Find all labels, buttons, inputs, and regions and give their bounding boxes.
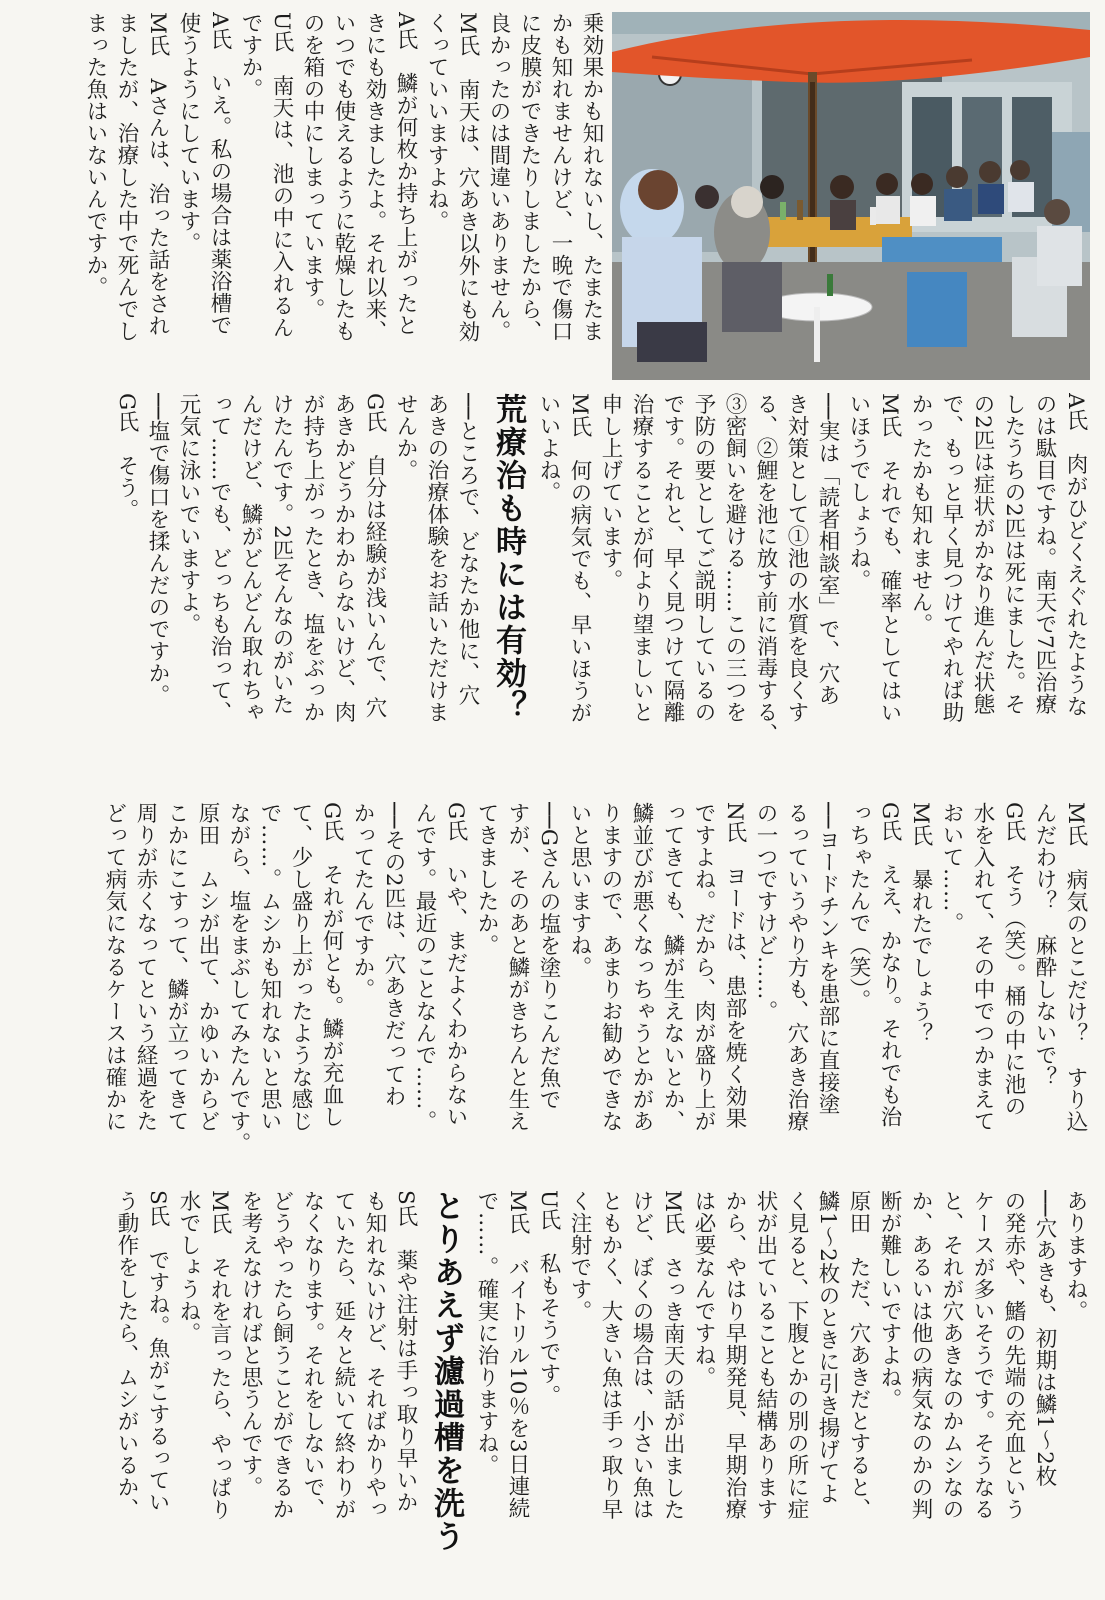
text-column: いと思いますね。 [567, 802, 592, 978]
text-column: M氏 さっき南天の話が出ました [660, 1190, 685, 1521]
text-column: したうちの2匹は死にました。そ [1001, 393, 1026, 716]
text-column: せんか。 [393, 393, 418, 481]
text-column: どうやったら飼うことができるか [269, 1190, 294, 1520]
text-column: ていたら、延々と続いて終わりが [331, 1190, 356, 1520]
text-column: のは駄目ですね。南天で7匹治療 [1032, 393, 1057, 716]
text-column: おいて……。 [939, 802, 964, 934]
text-column: ──塩で傷口を揉んだのですか。 [145, 393, 170, 706]
text-column: M氏 南天は、穴あき以外にも効 [455, 12, 480, 343]
text-column: 使うようにしています。 [176, 12, 201, 254]
text-column: S氏 ですね。魚がこするってい [145, 1190, 170, 1514]
text-column: どって病気になるケースは確かに [102, 802, 127, 1132]
text-column: です。それと、早く見つけて隔離 [660, 393, 685, 723]
text-column: いいよね。 [536, 393, 561, 503]
text-column: A氏 鱗が何枚か持ち上がったと [393, 12, 418, 337]
text-column: ──Gさんの塩を塗りこんだ魚で [536, 802, 561, 1111]
text-column: 断が難しいですよね。 [877, 1190, 902, 1410]
text-column: 周りが赤くなってという経過をた [133, 802, 158, 1132]
text-column: まった魚はいないんですか。 [83, 12, 108, 298]
text-column: こかにこすって、鱗が立ってきて [164, 802, 189, 1132]
section-heading: とりあえず濾過槽を洗う [428, 1190, 464, 1553]
text-column: る、②鯉を池に放す前に消毒する、 [753, 393, 778, 745]
text-column: は必要なんですね。 [691, 1190, 716, 1388]
text-column: ありますね。 [1063, 1190, 1088, 1322]
text-column: るっていうやり方も、穴あき治療 [784, 802, 809, 1132]
text-column: G氏 いや、まだよくわからない [443, 802, 468, 1128]
text-column: G氏 そう。 [114, 393, 139, 521]
tier-2 [0, 393, 1105, 785]
text-column: M氏 病気のとこだけ？ すり込 [1063, 802, 1088, 1133]
tier-4-columns [111, 1190, 1091, 1585]
text-column: んだけど、鱗がどんどん取れちゃ [238, 393, 263, 723]
text-column: G氏 それが何とも。鱗が充血し [319, 802, 344, 1128]
text-column: M氏 それでも、確率としてはい [877, 393, 902, 724]
text-column: すが、そのあと鱗がきちんと生え [505, 802, 530, 1132]
tier-3-columns [99, 802, 1091, 1177]
text-column: 状が出ていることも結構あります [753, 1190, 778, 1520]
text-column: 鱗1～2枚のときに引き揚げてよ [815, 1190, 840, 1505]
text-column: く注射です。 [567, 1190, 592, 1322]
text-column: S氏 薬や注射は手っ取り早いか [393, 1190, 418, 1514]
text-column: U氏 私もそうです。 [536, 1190, 561, 1407]
text-column: と、それが穴あきなのかムシなの [939, 1190, 964, 1520]
text-column: 元気に泳いでいますよ。 [176, 393, 201, 635]
text-column: で、もっと早く見つけてやれば助 [939, 393, 964, 723]
text-column: 申し上げています。 [598, 393, 623, 591]
text-column: ましたが、治療した中で死んでし [114, 12, 139, 342]
text-column: いつでも使えるように乾燥したも [331, 12, 356, 342]
text-column: ──ところで、どなたか他に、穴 [455, 393, 480, 706]
text-column: ですか。 [238, 12, 263, 100]
text-column: 良かったのは間違いありません。 [486, 12, 511, 342]
text-column: かったかも知れません。 [908, 393, 933, 635]
text-column: 鱗並びが悪くなっちゃうとかがあ [629, 802, 654, 1132]
text-column: ③密飼いを避ける……この三つを [722, 393, 747, 723]
text-column: G氏 そう（笑）。桶の中に池の [1001, 802, 1026, 1117]
text-column: 予防の要としてご説明しているの [691, 393, 716, 723]
text-column: かってたんですか。 [350, 802, 375, 1000]
text-column: A氏 肉がひどくえぐれたような [1063, 393, 1088, 718]
tier-3 [0, 802, 1105, 1180]
text-column: き対策として①池の水質を良くす [784, 393, 809, 723]
text-column: から、やはり早期発見、早期治療 [722, 1190, 747, 1520]
text-column: 水を入れて、その中でつかまえて [970, 802, 995, 1132]
discussion-photo [612, 12, 1090, 380]
text-column: なくなります。それをしないで、 [300, 1190, 325, 1520]
text-column: きにも効きましたよ。それ以来、 [362, 12, 387, 342]
tier-4 [0, 1190, 1105, 1592]
text-column: ──穴あきも、初期は鱗1～2枚 [1032, 1190, 1057, 1488]
text-column: N氏 ヨードは、患部を焼く効果 [722, 802, 747, 1130]
text-column: G氏 ええ、かなり。それでも治 [877, 802, 902, 1128]
text-column: M氏 Aさんは、治った話をされ [145, 12, 170, 337]
text-column: ──実は「読者相談室」で、穴あ [815, 393, 840, 706]
text-column: のを箱の中にしまっています。 [300, 12, 325, 320]
text-column: りますので、あまりお勧めできな [598, 802, 623, 1132]
text-column: で……。ムシかも知れないと思い [257, 802, 282, 1132]
text-column: ってきても、鱗が生えないとか、 [660, 802, 685, 1132]
text-column: の一つですけど……。 [753, 802, 778, 1022]
text-column: M氏 それを言ったら、やっぱり [207, 1190, 232, 1521]
text-column: 原田 ただ、穴あきだとすると、 [846, 1190, 871, 1520]
text-column: けたんです。2匹そんなのがいた [269, 393, 294, 716]
text-column: って……でも、どっちも治って、 [207, 393, 232, 723]
text-column: が持ち上がったとき、塩をぶっか [300, 393, 325, 723]
text-column: ──ヨードチンキを患部に直接塗 [815, 802, 840, 1115]
text-column: か、あるいは他の病気なのかの判 [908, 1190, 933, 1520]
text-column: くっていいますよね。 [424, 12, 449, 232]
text-column: てきましたか。 [474, 802, 499, 956]
text-column: ケースが多いそうです。そうなる [970, 1190, 995, 1520]
text-column: ──その2匹は、穴あきだってわ [381, 802, 406, 1108]
tier-2-columns [111, 393, 1091, 773]
text-column: いほうでしょうね。 [846, 393, 871, 591]
text-column: の2匹は症状がかなり進んだ状態 [970, 393, 995, 716]
text-column: M氏 何の病気でも、早いほうが [567, 393, 592, 724]
text-column: ですよね。だから、肉が盛り上が [691, 802, 716, 1132]
text-column: かも知れませんけど、一晩で傷口 [548, 12, 573, 342]
text-column: けど、ぼくの場合は、小さい魚は [629, 1190, 654, 1520]
text-column: に皮膜ができたりしましたから、 [517, 12, 542, 342]
text-column: っちゃたんで（笑）。 [846, 802, 871, 1012]
text-column: 水でしょうね。 [176, 1190, 201, 1344]
text-column: んだわけ？ 麻酔しないで？ [1032, 802, 1057, 1088]
tier-1-columns [80, 12, 607, 384]
text-column: く見ると、下腹とかの別の所に症 [784, 1190, 809, 1520]
outdoor-meeting-photo [612, 12, 1090, 380]
text-column: 原田 ムシが出て、かゆいからど [195, 802, 220, 1132]
text-column: G氏 自分は経験が浅いんで、穴 [362, 393, 387, 719]
text-column: あきの治療体験をお話いただけま [424, 393, 449, 723]
text-column: う動作をしたら、ムシがいるか、 [114, 1190, 139, 1520]
text-column: ともかく、大きい魚は手っ取り早 [598, 1190, 623, 1520]
text-column: んです。最近のことなんで……。 [412, 802, 437, 1132]
text-column: て、少し盛り上がったような感じ [288, 802, 313, 1132]
text-column: M氏 バイトリル10％を3日連続 [505, 1190, 530, 1520]
text-column: で……。確実に治りますね。 [474, 1190, 499, 1476]
text-column: A氏 いえ。私の場合は薬浴槽で [207, 12, 232, 337]
text-column: を考えなければと思うんです。 [238, 1190, 263, 1498]
text-column: 乗効果かも知れないし、たまたま [579, 12, 604, 342]
text-column: U氏 南天は、池の中に入れるん [269, 12, 294, 339]
text-column: の発赤や、鰭の先端の充血という [1001, 1190, 1026, 1520]
section-heading: 荒療治も時には有効？ [490, 393, 526, 723]
text-column: M氏 暴れたでしょう？ [908, 802, 933, 1045]
text-column: も知れないけど、そればかりやっ [362, 1190, 387, 1520]
text-column: あきかどうかわからないけど、肉 [331, 393, 356, 723]
text-column: 治療することが何より望ましいと [629, 393, 654, 723]
text-column: ながら、塩をまぶしてみたんです。 [226, 802, 251, 1154]
